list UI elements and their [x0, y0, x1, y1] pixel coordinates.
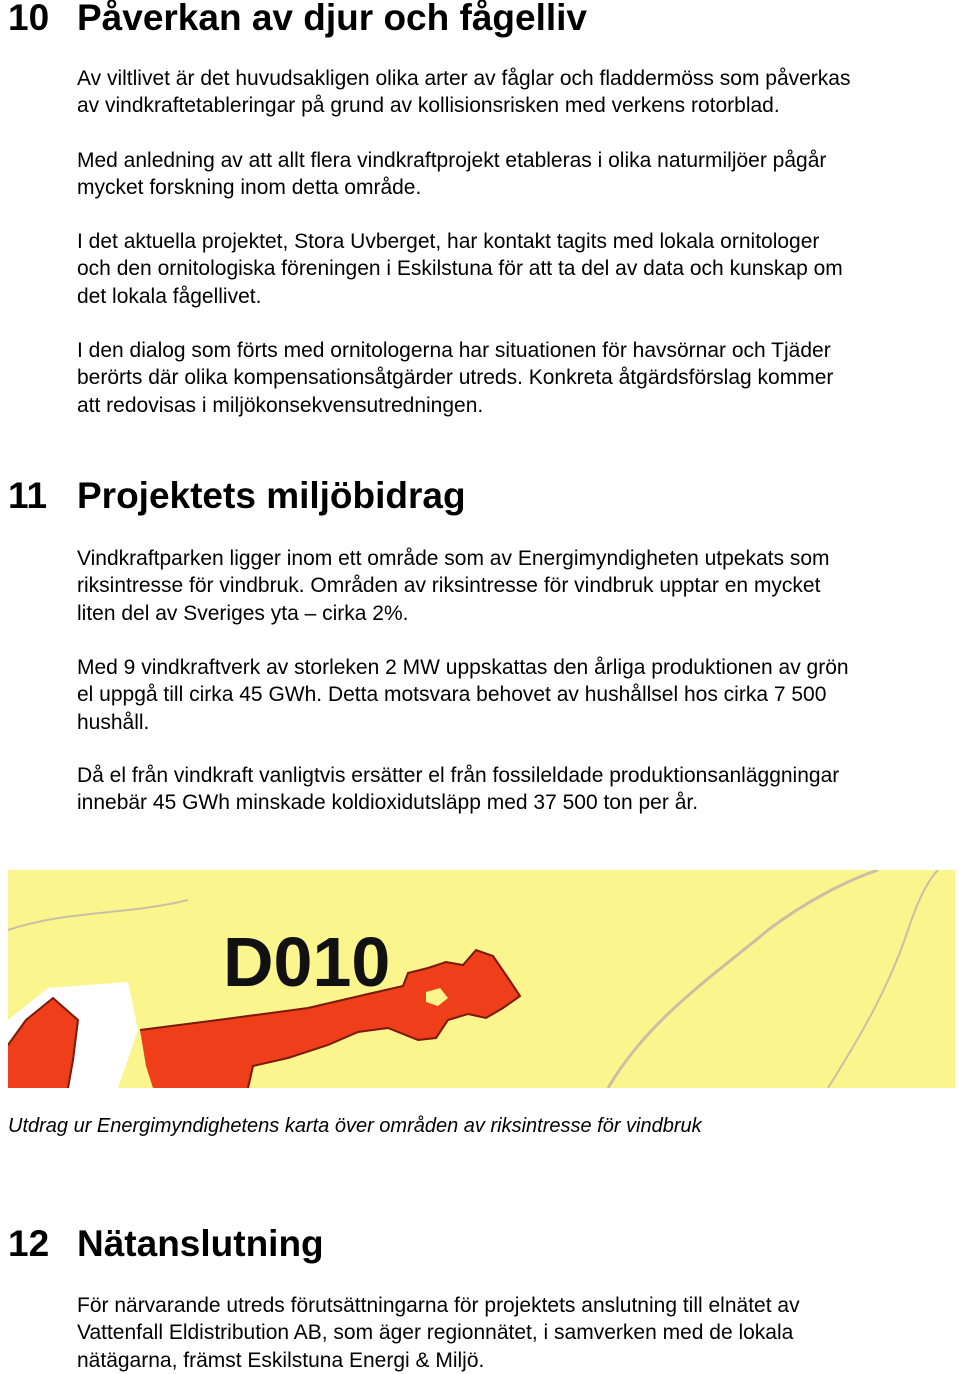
text-line: Vindkraftparken ligger inom ett område som av Energimyndigheten utpekats som [77, 547, 830, 570]
paragraph [77, 654, 952, 736]
text-line: det lokala fågellivet. [77, 284, 262, 308]
paragraph [77, 545, 952, 627]
text-line: nätägarna, främst Eskilstuna Energi & Miljö. [77, 1348, 485, 1372]
text-line: I den dialog som förts med ornitologerna har situationen för havsörnar och Tjäder [77, 339, 831, 362]
text-line: Då el från vindkraft vanligtvis ersätter el från fossileldade produktionsanläggningar [77, 764, 840, 787]
paragraph [77, 337, 952, 419]
paragraph [77, 147, 952, 202]
text-line: liten del av Sveriges yta – cirka 2%. [77, 601, 409, 625]
section-title: Påverkan av djur och fågelliv [77, 0, 587, 38]
text-line: Med anledning av att allt flera vindkraftprojekt etableras i olika naturmiljöer pågår [77, 149, 827, 172]
section-number: 11 [8, 475, 48, 516]
text-line: att redovisas i miljökonsekvensutredningen. [77, 393, 484, 417]
map-graphic [8, 870, 955, 1088]
text-line: el uppgå till cirka 45 GWh. Detta motsvara behovet av hushållsel hos cirka 7 500 [77, 683, 827, 707]
wind-interest-map [8, 870, 955, 1088]
paragraph [77, 762, 952, 817]
text-line: riksintresse för vindbruk. Områden av riksintresse för vindbruk upptar en mycket [77, 574, 821, 598]
paragraph [77, 228, 952, 310]
paragraph [77, 65, 952, 120]
text-line: mycket forskning inom detta område. [77, 176, 422, 200]
section-title: Nätanslutning [77, 1223, 324, 1264]
text-line: innebär 45 GWh minskade koldioxidutsläpp med 37 500 ton per år. [77, 791, 699, 815]
text-line: av vindkraftetableringar på grund av kollisionsrisken med verkens rotorblad. [77, 94, 780, 118]
text-line: Med 9 vindkraftverk av storleken 2 MW uppskattas den årliga produktionen av grön [77, 656, 849, 679]
text-line: I det aktuella projektet, Stora Uvberget, har kontakt tagits med lokala ornitologer [77, 230, 820, 253]
map-caption: Utdrag ur Energimyndighetens karta över områden av riksintresse för vindbruk [8, 1115, 702, 1137]
paragraph [77, 1292, 952, 1374]
text-line: Vattenfall Eldistribution AB, som äger regionnätet, i samverken med de lokala [77, 1321, 794, 1345]
text-line: berörts där olika kompensationsåtgärder utreds. Konkreta åtgärdsförslag kommer [77, 366, 834, 390]
text-line: och den ornitologiska föreningen i Eskilstuna för att ta del av data och kunskap om [77, 257, 843, 281]
text-line: För närvarande utreds förutsättningarna för projektets anslutning till elnätet av [77, 1294, 800, 1317]
section-heading-12 [8, 1222, 324, 1266]
text-line: Av viltlivet är det huvudsakligen olika arter av fåglar och fladdermöss som påverkas [77, 67, 851, 90]
section-number: 12 [8, 1223, 50, 1264]
section-title: Projektets miljöbidrag [77, 475, 466, 516]
map-area-label: D010 [223, 923, 391, 1001]
section-heading-11 [8, 474, 466, 518]
section-heading-10 [8, 0, 587, 40]
text-line: hushåll. [77, 710, 150, 734]
section-number: 10 [8, 0, 50, 38]
